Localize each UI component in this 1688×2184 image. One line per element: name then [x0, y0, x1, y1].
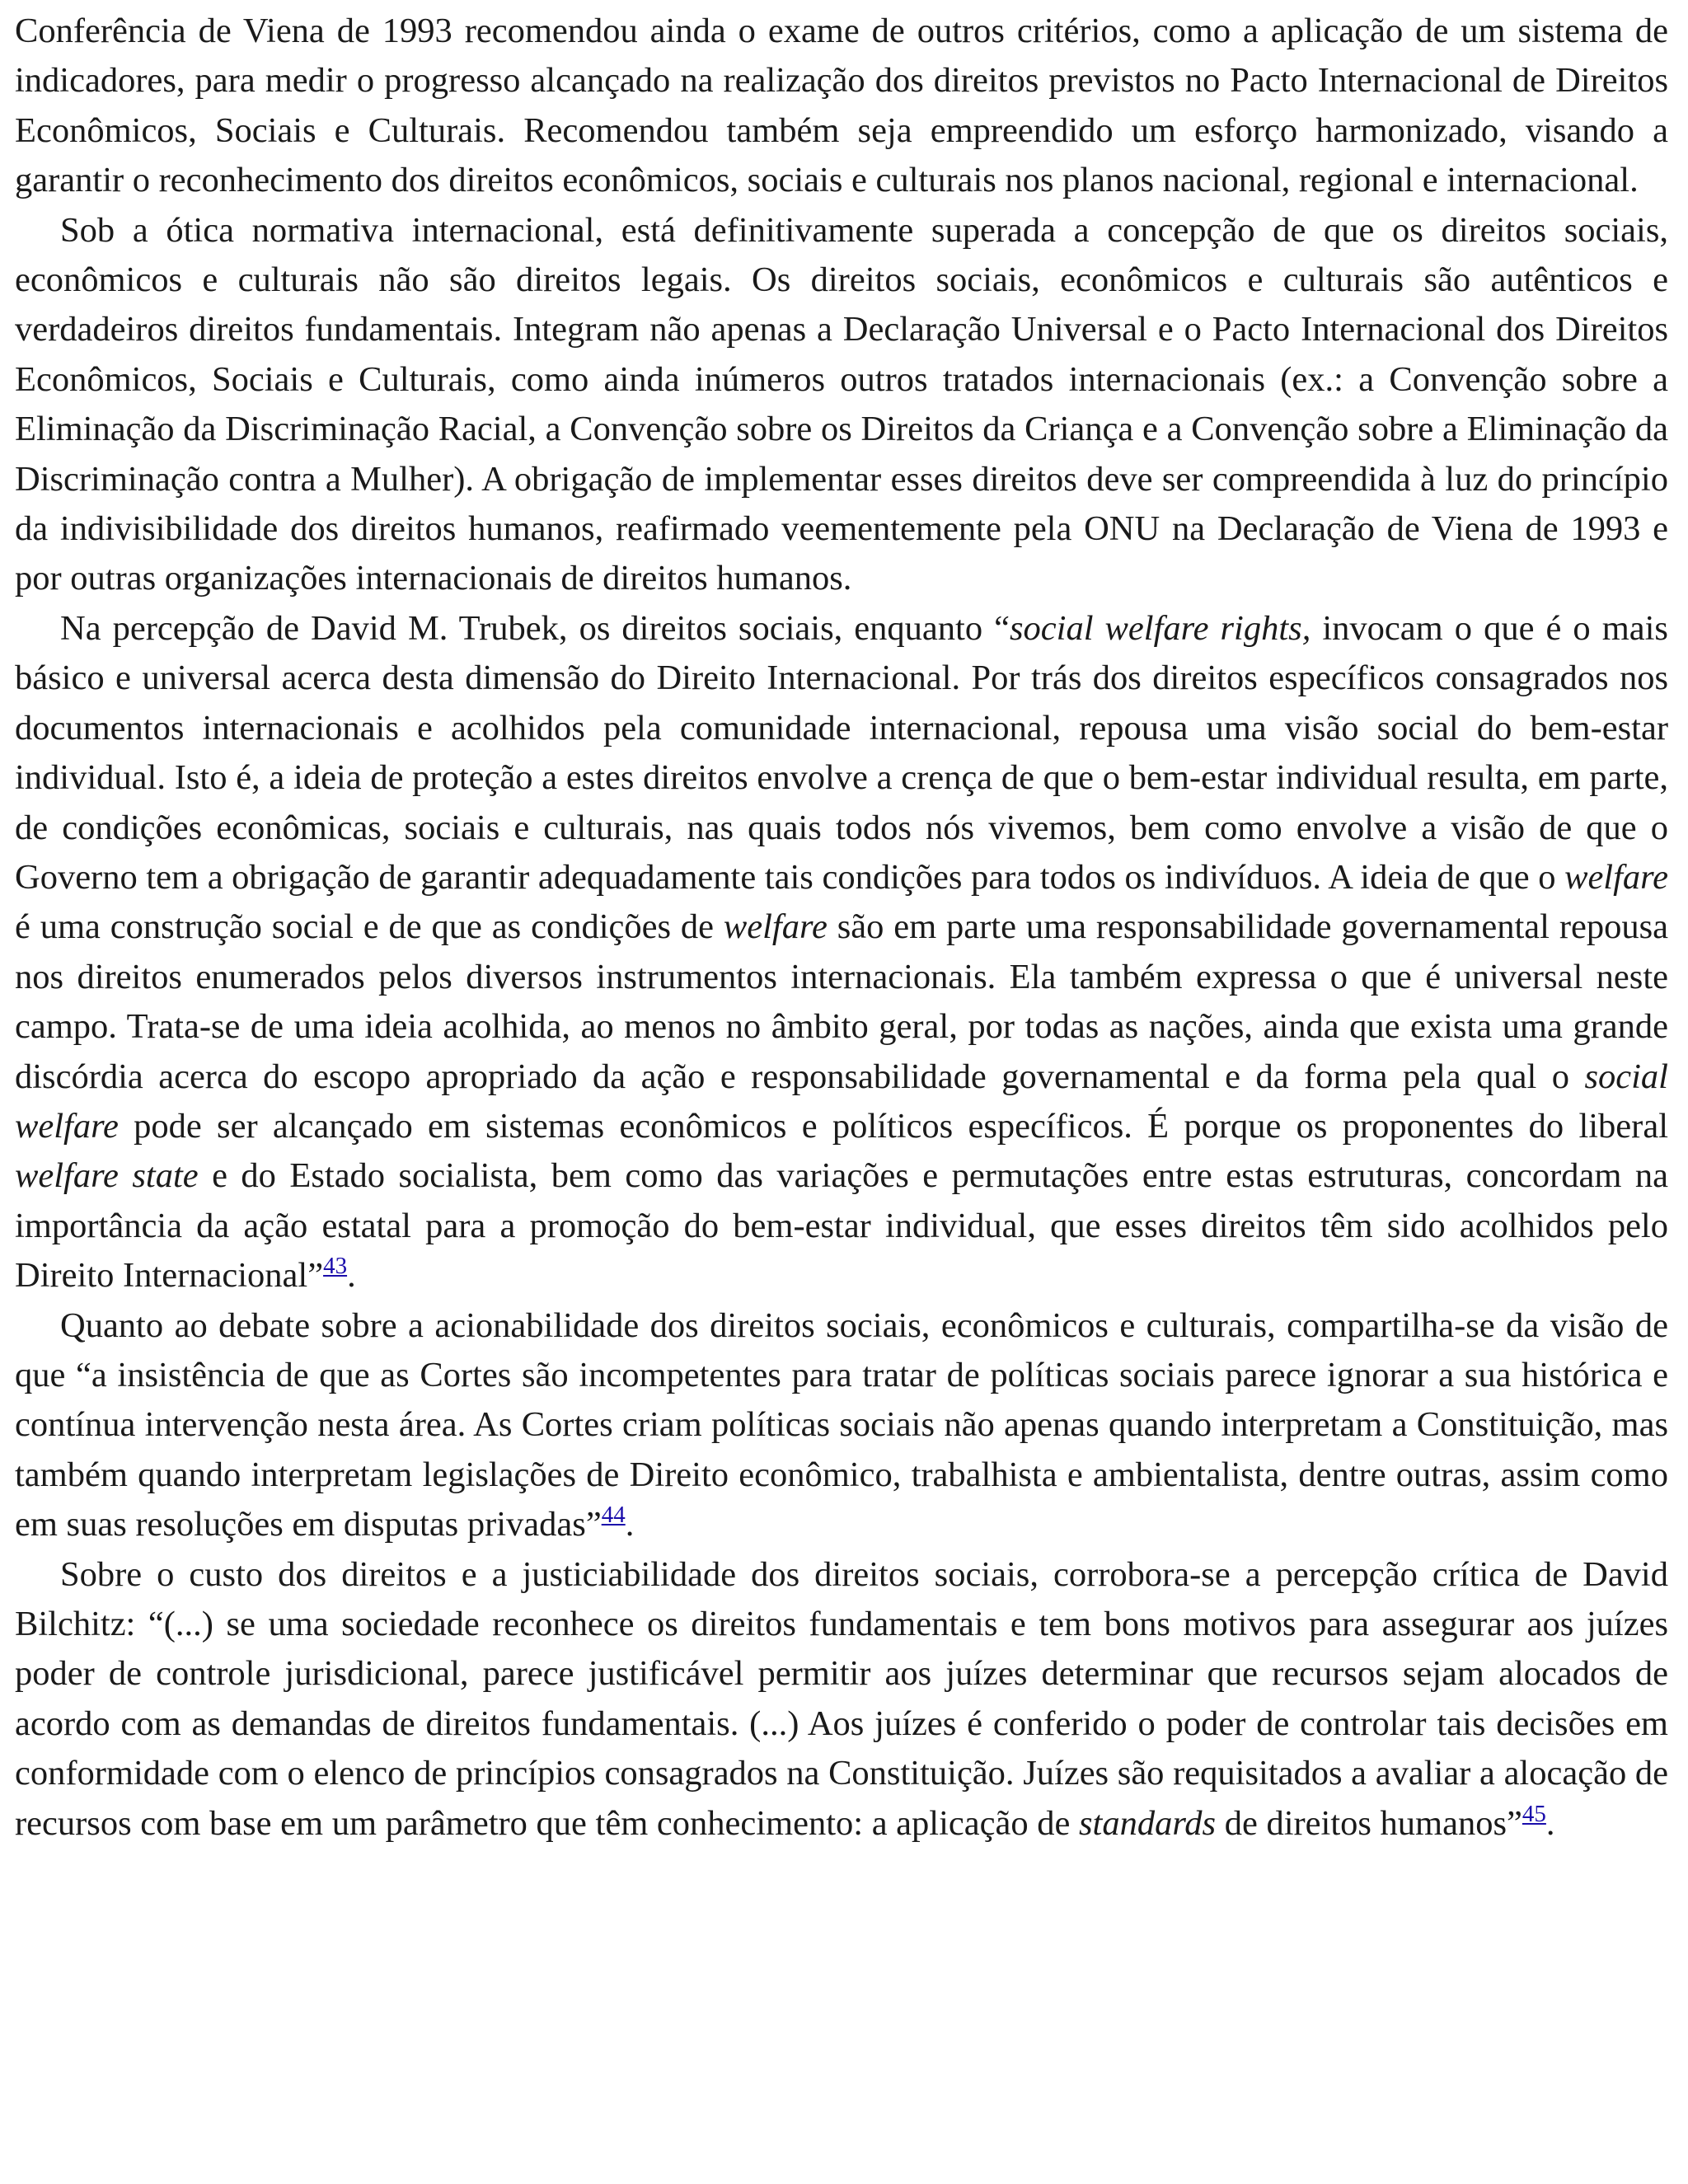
paragraph	[15, 1301, 1668, 1550]
paragraph-text: .	[347, 1256, 356, 1296]
paragraph-text: Sob a ótica normativa internacional, está definitivamente superada a concepção de que os direitos sociais, econômicos e culturais não são direitos legais. Os direitos sociais, econômicos e culturais são autênticos e verdadeiros direitos fundamentais. Integram não apenas a Declaração Universal e o Pacto Internacional dos Direitos Econômicos, Sociais e Culturais, como ainda inúmeros outros tratados internacionais (ex.: a Convenção sobre a Eliminação da Discriminação Racial, a Convenção sobre os Direitos da Criança e a Convenção sobre a Eliminação da Discriminação contra a Mulher). A obrigação de implementar esses direitos deve ser compreendida à luz do princípio da indivisibilidade dos direitos humanos, reafirmado veementemente pela ONU na Declaração de Viena de 1993 e por outras organizações internacionais de direitos humanos.	[15, 210, 1668, 598]
paragraph	[15, 1550, 1668, 1849]
italic-term: welfare	[1564, 857, 1668, 897]
italic-term: social welfare rights,	[1009, 608, 1311, 648]
paragraph-text: são em parte uma responsabilidade governamental repousa nos direitos enumerados pelos diversos instrumentos internacionais. Ela também expressa o que é universal neste campo. Trata-se de uma ideia acolhida, ao menos no âmbito geral, por todas as nações, ainda que exista uma grande discórdia acerca do escopo apropriado da ação e responsabilidade governamental e da forma pela qual o	[15, 907, 1668, 1096]
footnote-link[interactable]: 45	[1522, 1800, 1546, 1827]
paragraph-text: Sobre o custo dos direitos e a justiciabilidade dos direitos sociais, corrobora-se a percepção crítica de David Bilchitz: “(...) se uma sociedade reconhece os direitos fundamentais e tem bons motivos para assegurar aos juízes poder de controle jurisdicional, parece justificável permitir aos juízes determinar que recursos sejam alocados de acordo com as demandas de direitos fundamentais. (...) Aos juízes é conferido o poder de controlar tais decisões em conformidade com o elenco de princípios consagrados na Constituição. Juízes são requisitados a avaliar a alocação de recursos com base em um parâmetro que têm conhecimento: a aplicação de	[15, 1554, 1668, 1843]
italic-term: standards	[1078, 1803, 1217, 1843]
italic-term: social welfare	[15, 1057, 1668, 1146]
paragraph	[15, 604, 1668, 1301]
paragraph-text: Quanto ao debate sobre a acionabilidade dos direitos sociais, econômicos e culturais, compartilha-se da visão de que “a insistência de que as Cortes são incompetentes para tratar de políticas sociais parece ignorar a sua histórica e contínua intervenção nesta área. As Cortes criam políticas sociais não apenas quando interpretam a Constituição, mas também quando interpretam legislações de Direito econômico, trabalhista e ambientalista, dentre outras, assim como em suas resoluções em disputas privadas”	[15, 1305, 1668, 1544]
footnote-marker	[323, 1253, 347, 1279]
paragraph	[15, 7, 1668, 206]
paragraph-text: .	[1545, 1803, 1555, 1843]
paragraph-text: Conferência de Viena de 1993 recomendou ainda o exame de outros critérios, como a aplicação de um sistema de indicadores, para medir o progresso alcançado na realização dos direitos previstos no Pacto Internacional de Direitos Econômicos, Sociais e Culturais. Recomendou também seja empreendido um esforço harmonizado, visando a garantir o reconhecimento dos direitos econômicos, sociais e culturais nos planos nacional, regional e internacional.	[15, 12, 1668, 200]
footnote-link[interactable]: 44	[601, 1502, 626, 1529]
paragraph-text: pode ser alcançado em sistemas econômicos e políticos específicos. É porque os proponentes do liberal	[118, 1106, 1668, 1146]
footnote-marker	[1522, 1801, 1546, 1827]
paragraph-text: de direitos humanos”	[1216, 1803, 1522, 1843]
footnote-link[interactable]: 43	[323, 1253, 348, 1280]
italic-term: welfare state	[15, 1156, 199, 1196]
paragraph-text: .	[625, 1505, 635, 1544]
document-body	[15, 7, 1668, 1849]
paragraph-text: e do Estado socialista, bem como das variações e permutações entre estas estruturas, concordam na importância da ação estatal para a promoção do bem-estar individual, que esses direitos têm sido acolhidos pelo Direito Internacional”	[15, 1156, 1668, 1296]
italic-term: welfare	[723, 907, 828, 947]
paragraph	[15, 206, 1668, 604]
paragraph-text: é uma construção social e de que as condições de	[15, 907, 724, 947]
paragraph-text: invocam o que é o mais básico e universal acerca desta dimensão do Direito Internacional. Por trás dos direitos específicos consagrados nos documentos internacionais e acolhidos pela comunidade internacional, repousa uma visão social do bem-estar individual. Isto é, a ideia de proteção a estes direitos envolve a crença de que o bem-estar individual resulta, em parte, de condições econômicas, sociais e culturais, nas quais todos nós vivemos, bem como envolve a visão de que o Governo tem a obrigação de garantir adequadamente tais condições para todos os indivíduos. A ideia de que o	[15, 608, 1668, 897]
footnote-marker	[602, 1502, 626, 1528]
paragraph-text: Na percepção de David M. Trubek, os direitos sociais, enquanto “	[60, 608, 1010, 648]
